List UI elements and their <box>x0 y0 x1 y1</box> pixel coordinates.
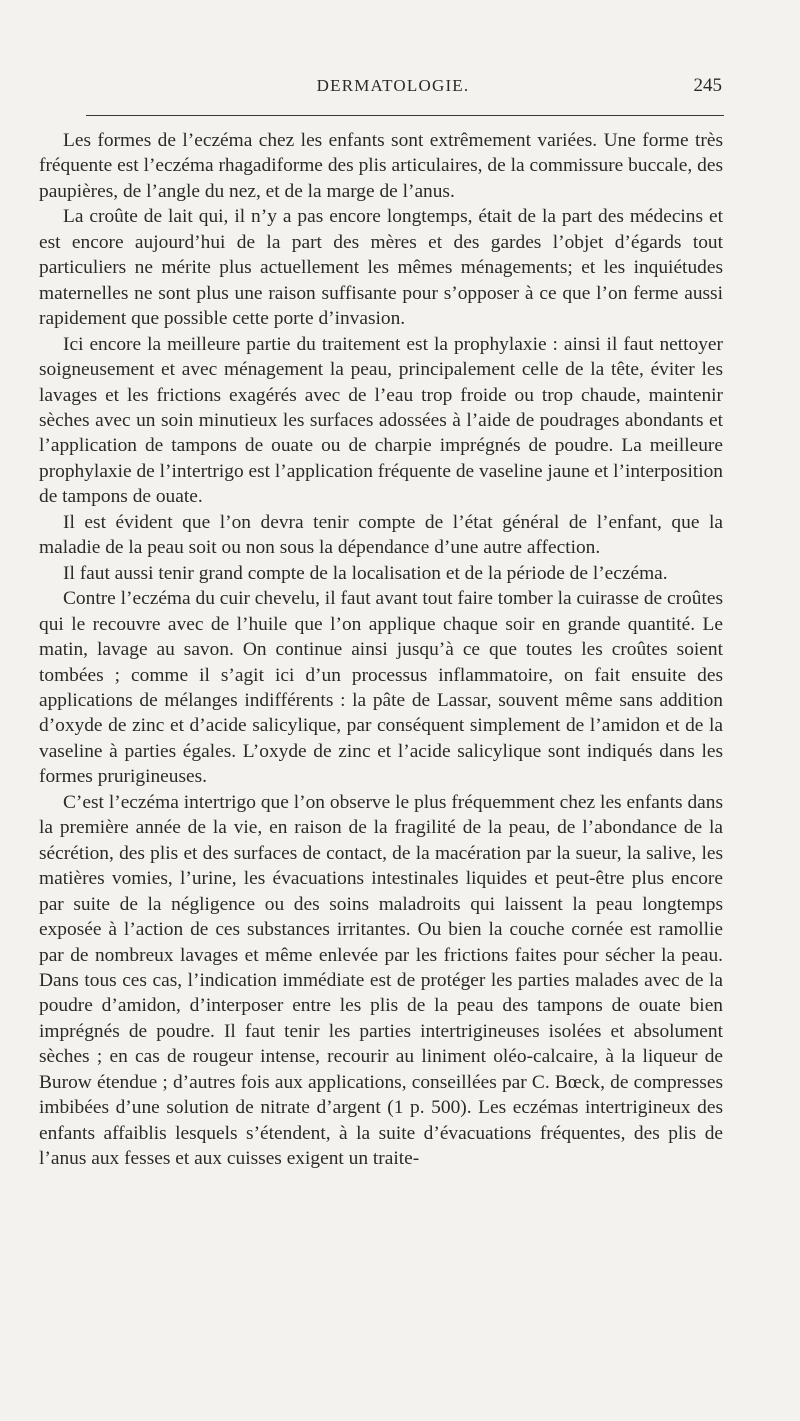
page-header <box>64 76 722 100</box>
paragraph: Contre l’eczéma du cuir chevelu, il faut avant tout faire tomber la cuirasse de croûtes qui le recouvre avec de l’huile que l’on applique chaque soir en grande quantité. Le matin, lavage au savon. On continue ainsi jusqu’à ce que toutes les croûtes soient tombées ; comme il s’agit ici d’un processus inflammatoire, on fait ensuite des applications de mélanges indifférents : la pâte de Lassar, souvent même sans addition d’oxyde de zinc et d’acide salicylique, par conséquent simplement de l’amidon et de la vaseline à parties égales. L’oxyde de zinc et l’acide salicylique sont indiqués dans les formes prurigineuses. <box>39 588 723 788</box>
paragraph: C’est l’eczéma intertrigo que l’on observe le plus fréquemment chez les enfants dans la première année de la vie, en raison de la fragilité de la peau, de l’abondance de la sécrétion, des plis et des surfaces de contact, de la macération par la sueur, la salive, les matières vomies, l’urine, les évacuations intestinales liquides et peut-être plus encore par suite de la négligence ou des soins maladroits qui laissent la peau longtemps exposée à l’action de ces substances irritantes. Ou bien la couche cornée est ramollie par de nombreux lavages et même enlevée par les frictions faites pour sécher la peau. Dans tous ces cas, l’indication immédiate est de protéger les parties malades avec de la poudre d’amidon, d’interposer entre les plis de la peau des tampons de ouate bien imprégnés de poudre. Il faut tenir les parties intertrigineuses isolées et absolument sèches ; en cas de rougeur intense, recourir au liniment oléo-calcaire, à la liqueur de Burow étendue ; d’autres fois aux applications, conseillées par C. Bœck, de compresses imbibées d’une solution de nitrate d’argent (1 p. 500). Les eczémas intertrigineux des enfants affaiblis lesquels s’étendent, à la suite d’évacuations fréquentes, des plis de l’anus aux fesses et aux cuisses exigent un traite- <box>39 791 723 1170</box>
paragraph: Les formes de l’eczéma chez les enfants sont extrêmement variées. Une forme très fréquente est l’eczéma rhagadiforme des plis articulaires, de la commissure buccale, des paupières, de l’angle du nez, et de la marge de l’anus. <box>39 130 723 202</box>
paragraph: Ici encore la meilleure partie du traitement est la prophylaxie : ainsi il faut nettoyer soigneusement et avec ménagement la peau, principalement celle de la tête, éviter les lavages et les frictions exagérés avec de l’eau trop froide ou trop chaude, maintenir sèches avec un soin minutieux les surfaces adossées à l’aide de poudrages abondants et l’application de tampons de ouate ou de charpie imprégnés de poudre. La meilleure prophylaxie de l’intertrigo est l’application fréquente de vaseline jaune et l’interposition de tampons de ouate. <box>39 333 723 508</box>
running-title: DERMATOLOGIE. <box>316 76 470 95</box>
body-text <box>39 128 723 1172</box>
page-number: 245 <box>693 75 722 96</box>
paragraph: Il est évident que l’on devra tenir compte de l’état général de l’enfant, que la maladie de la peau soit ou non sous la dépendance d’une autre affection. <box>39 511 723 559</box>
header-rule <box>86 115 724 116</box>
paragraph: Il faut aussi tenir grand compte de la localisation et de la période de l’eczéma. <box>63 562 668 584</box>
paragraph: La croûte de lait qui, il n’y a pas encore longtemps, était de la part des médecins et est encore aujourd’hui de la part des mères et des gardes l’objet d’égards tout particuliers ne mérite plus actuellement les mêmes ménagements; et les inquiétudes maternelles ne sont plus une raison suffisante pour s’opposer à ce que l’on ferme aussi rapidement que possible cette porte d’invasion. <box>39 206 723 330</box>
